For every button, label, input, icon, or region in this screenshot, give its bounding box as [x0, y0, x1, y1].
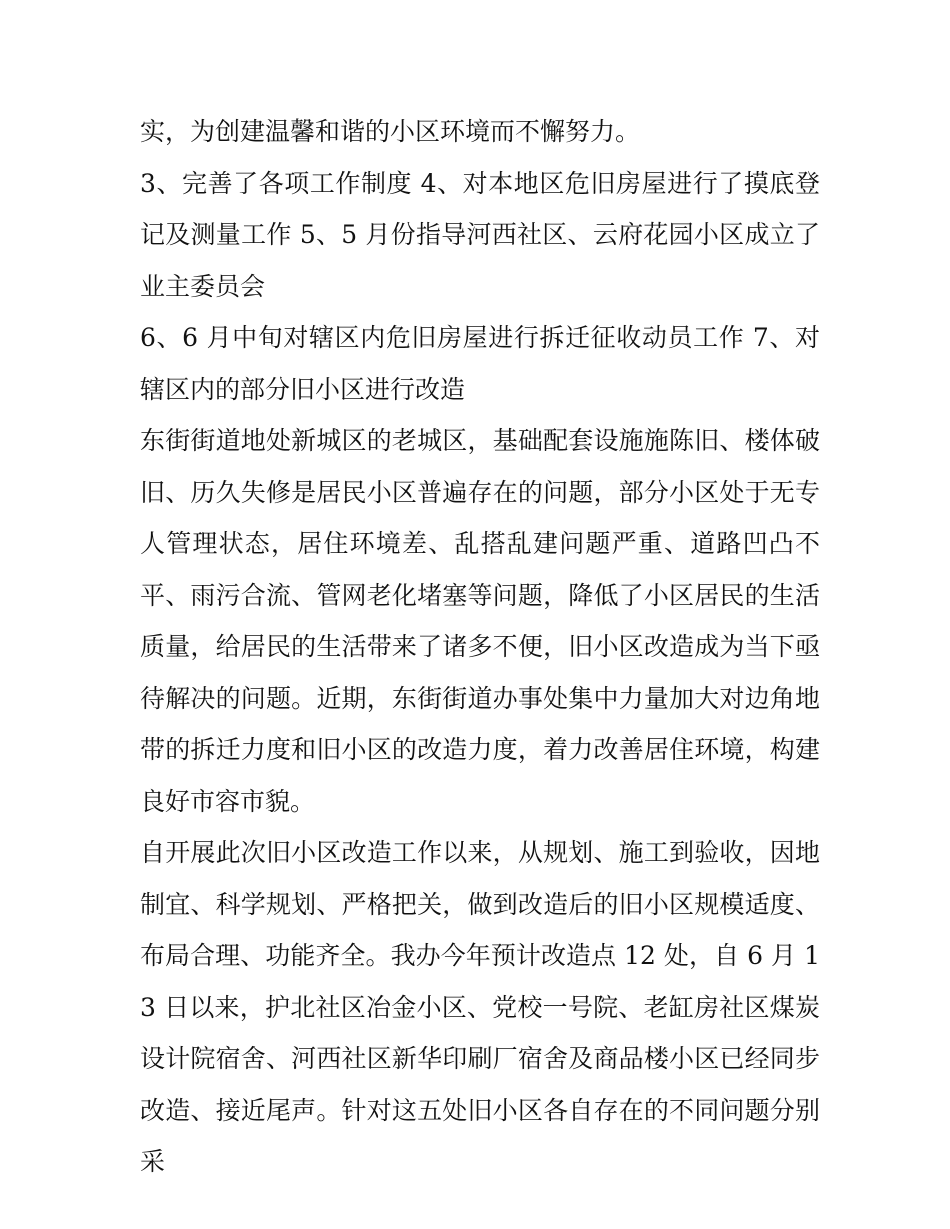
paragraph-5: 自开展此次旧小区改造工作以来，从规划、施工到验收，因地制宜、科学规划、严格把关，做到改造后的旧小区规模适度、布局合理、功能齐全。我办今年预计改造点 12 处，自 6 月 13 日以来，护北社区冶金小区、党校一号院、老缸房社区煤炭设计院宿舍、河西社区新华印刷厂宿舍及商品楼小区已经同步改造、接近尾声。针对这五处旧小区各自存在的不同问题分别采 — [140, 838, 820, 1176]
paragraph-4: 东街街道地处新城区的老城区，基础配套设施施陈旧、楼体破旧、历久失修是居民小区普遍存在的问题，部分小区处于无专人管理状态，居住环境差、乱搭乱建问题严重、道路凹凸不平、雨污合流、管网老化堵塞等问题，降低了小区居民的生活质量，给居民的生活带来了诸多不便，旧小区改造成为当下亟待解决的问题。近期，东街街道办事处集中力量加大对边角地带的拆迁力度和旧小区的改造力度，着力改善居住环境，构建良好市容市貌。 — [140, 426, 820, 816]
document-body — [140, 106, 820, 1188]
paragraph-2: 3、完善了各项工作制度 4、对本地区危旧房屋进行了摸底登记及测量工作 5、5 月份指导河西社区、云府花园小区成立了业主委员会 — [140, 168, 820, 301]
paragraph-1: 实，为创建温馨和谐的小区环境而不懈努力。 — [140, 117, 641, 146]
paragraph-3: 6、6 月中旬对辖区内危旧房屋进行拆迁征收动员工作 7、对辖区内的部分旧小区进行改造 — [140, 323, 820, 404]
